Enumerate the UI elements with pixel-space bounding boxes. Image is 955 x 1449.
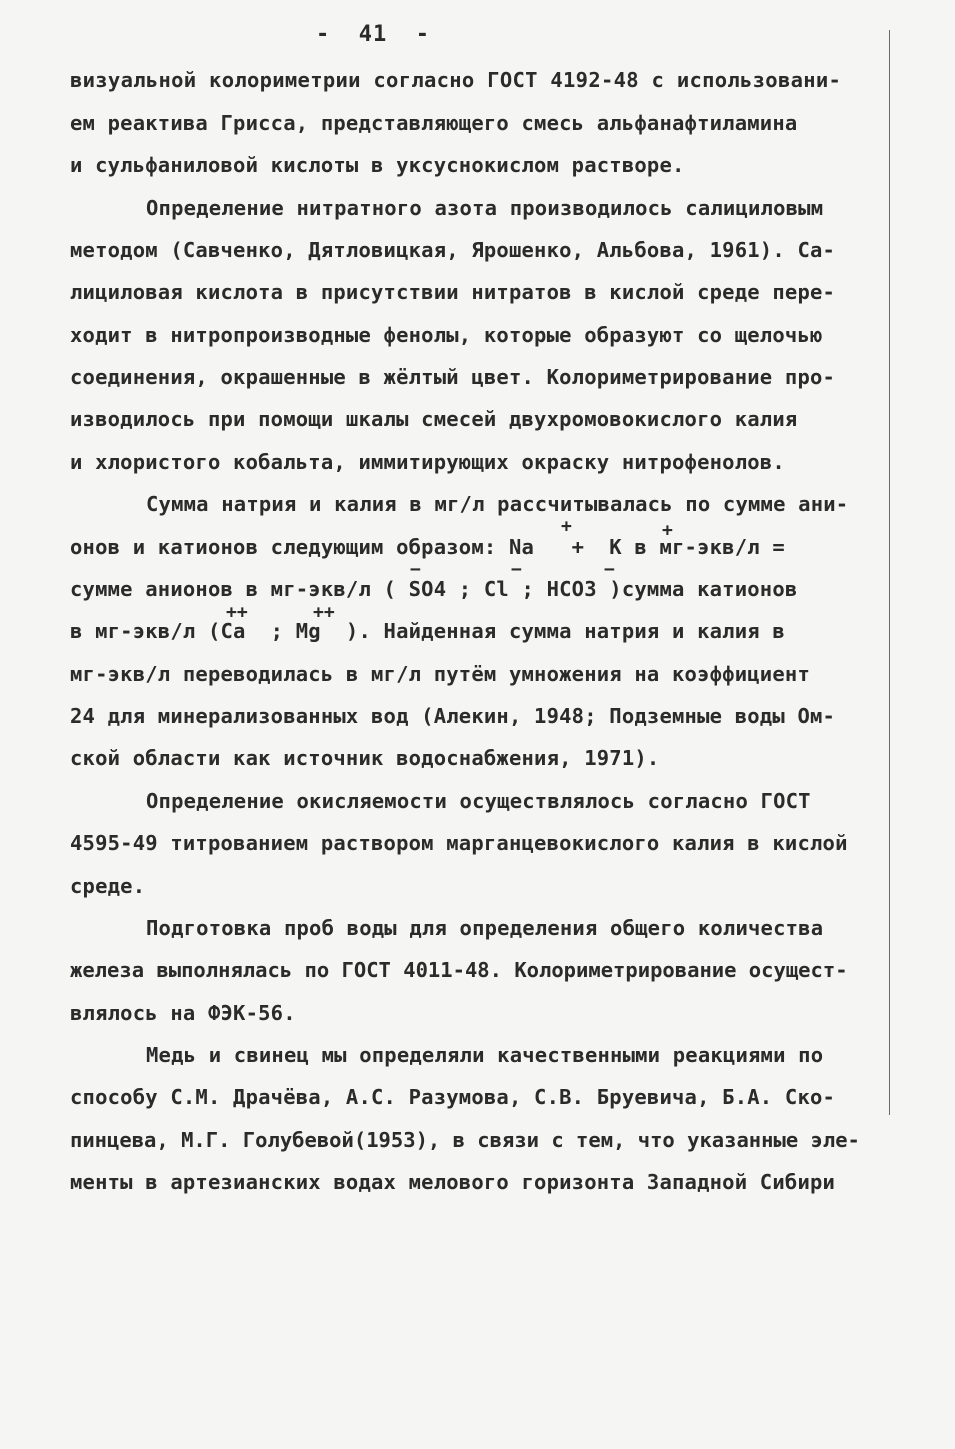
text-line: железа выполнялась по ГОСТ 4011-48. Колориметрирование осущест- bbox=[70, 958, 848, 982]
cl-charge-mark: − bbox=[511, 559, 522, 580]
text-line: пинцева, М.Г. Голубевой(1953), в связи с тем, что указанные эле- bbox=[70, 1128, 860, 1152]
text-line: Определение нитратного азота производилось салициловым bbox=[146, 196, 824, 220]
text-line: 24 для минерализованных вод (Алекин, 1948; Подземные воды Ом- bbox=[70, 704, 836, 728]
text-line: и хлористого кобальта, иммитирующих окраску нитрофенолов. bbox=[70, 450, 785, 474]
text-line: Медь и свинец мы определяли качественными реакциями по bbox=[146, 1043, 824, 1067]
text-line: 4595-49 титрованием раствором марганцевокислого калия в кислой bbox=[70, 831, 848, 855]
text-line: ем реактива Грисса, представляющего смесь альфанафтиламина bbox=[70, 111, 798, 135]
text-line: изводилось при помощи шкалы смесей двухромовокислого калия bbox=[70, 407, 798, 431]
text-line: методом (Савченко, Дятловицкая, Ярошенко, Альбова, 1961). Са- bbox=[70, 238, 836, 262]
text-line: среде. bbox=[70, 874, 146, 898]
text-line: мг-экв/л переводилась в мг/л путём умножения на коэффициент bbox=[70, 662, 810, 686]
text-line: Подготовка проб воды для определения общего количества bbox=[146, 916, 824, 940]
text-line: Сумма натрия и калия в мг/л рассчитывалась по сумме ани- bbox=[146, 492, 849, 516]
text-line: в мг-экв/л (Ca ; Mg ). Найденная сумма натрия и калия в bbox=[70, 619, 785, 643]
margin-rule bbox=[889, 30, 890, 1115]
text-line: соединения, окрашенные в жёлтый цвет. Колориметрирование про- bbox=[70, 365, 836, 389]
text-line: ходит в нитропроизводные фенолы, которые образуют со щелочью bbox=[70, 323, 823, 347]
mg-charge-mark: ++ bbox=[313, 602, 335, 623]
text-line: онов и катионов следующим образом: Na + K в мг-экв/л = bbox=[70, 535, 785, 559]
k-charge-mark: + bbox=[662, 520, 673, 541]
text-line: влялось на ФЭК-56. bbox=[70, 1001, 296, 1025]
text-line: сумме анионов в мг-экв/л ( SO4 ; Cl ; HCO3 )сумма катионов bbox=[70, 577, 798, 601]
text-line: лициловая кислота в присутствии нитратов в кислой среде пере- bbox=[70, 280, 836, 304]
page-number: - 41 - bbox=[316, 22, 430, 47]
text-line: и сульфаниловой кислоты в уксуснокислом растворе. bbox=[70, 153, 685, 177]
text-line: менты в артезианских водах мелового горизонта Западной Сибири bbox=[70, 1170, 836, 1194]
so4-charge-mark: − bbox=[410, 559, 421, 580]
text-line: визуальной колориметрии согласно ГОСТ 4192-48 с использовани- bbox=[70, 68, 842, 92]
ca-charge-mark: ++ bbox=[226, 602, 248, 623]
text-line: Определение окисляемости осуществлялось согласно ГОСТ bbox=[146, 789, 811, 813]
hco3-charge-mark: − bbox=[604, 559, 615, 580]
na-charge-mark: + bbox=[561, 516, 572, 537]
text-line: ской области как источник водоснабжения, 1971). bbox=[70, 746, 660, 770]
text-line: способу С.М. Драчёва, А.С. Разумова, С.В. Бруевича, Б.А. Ско- bbox=[70, 1085, 836, 1109]
